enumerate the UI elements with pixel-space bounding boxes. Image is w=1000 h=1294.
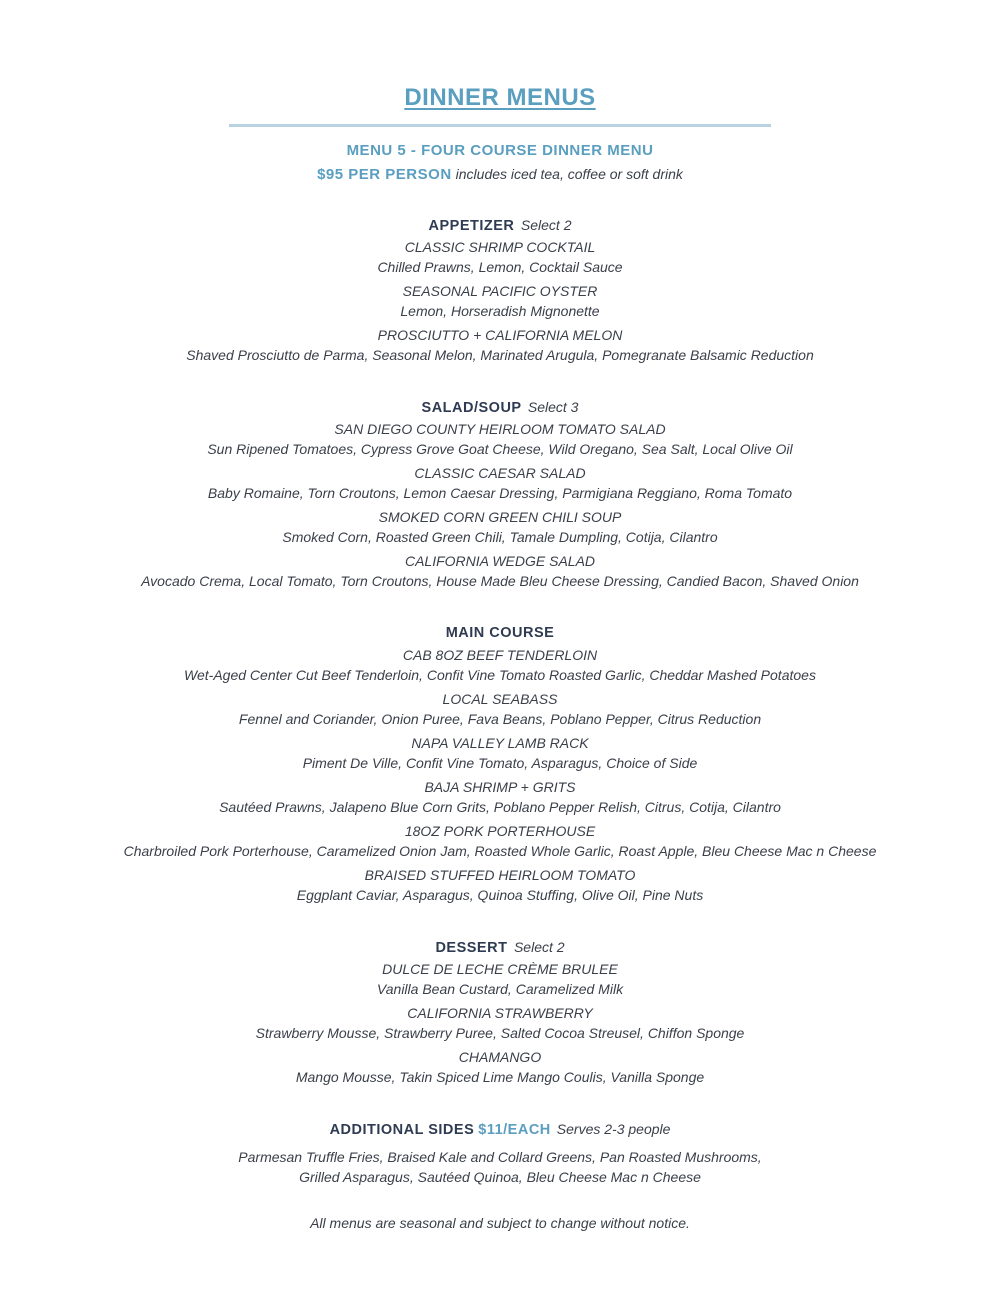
menu-item	[0, 1047, 1000, 1087]
sides-note: Serves 2-3 people	[556, 1121, 671, 1137]
menu-item-description: Charbroiled Pork Porterhouse, Caramelized Onion Jam, Roasted Whole Garlic, Roast Apple, Bleu Cheese Mac n Cheese	[123, 843, 877, 859]
menu-item-name: BRAISED STUFFED HEIRLOOM TOMATO	[364, 867, 636, 883]
menu-item-name: CLASSIC SHRIMP COCKTAIL	[404, 239, 596, 255]
menu-item	[0, 325, 1000, 365]
sides-list-line: Parmesan Truffle Fries, Braised Kale and Collard Greens, Pan Roasted Mushrooms,	[238, 1149, 762, 1165]
menu-item-description: Eggplant Caviar, Asparagus, Quinoa Stuffing, Olive Oil, Pine Nuts	[296, 887, 704, 903]
section-salad-soup	[0, 395, 1000, 591]
menu-item-name: LOCAL SEABASS	[442, 691, 558, 707]
section-heading	[0, 213, 1000, 237]
menu-item-description: Smoked Corn, Roasted Green Chili, Tamale Dumpling, Cotija, Cilantro	[282, 529, 718, 545]
section-heading	[0, 395, 1000, 419]
section-select-note: Select 2	[513, 939, 565, 955]
sides-heading-label: ADDITIONAL SIDES	[329, 1122, 475, 1138]
menu-item	[0, 1003, 1000, 1043]
menu-item-description: Mango Mousse, Takin Spiced Lime Mango Coulis, Vanilla Sponge	[295, 1069, 705, 1085]
menu-item-description: Piment De Ville, Confit Vine Tomato, Asparagus, Choice of Side	[302, 755, 698, 771]
section-heading-label: DESSERT	[435, 940, 508, 956]
menu-item-name: 18OZ PORK PORTERHOUSE	[404, 823, 596, 839]
menu-item	[0, 865, 1000, 905]
menu-item-name: NAPA VALLEY LAMB RACK	[411, 735, 589, 751]
menu-item-name: SMOKED CORN GREEN CHILI SOUP	[378, 509, 622, 525]
menu-item-name: CAB 8OZ BEEF TENDERLOIN	[402, 647, 598, 663]
section-select-note: Select 2	[520, 217, 572, 233]
menu-item-description: Sun Ripened Tomatoes, Cypress Grove Goat Cheese, Wild Oregano, Sea Salt, Local Olive Oil	[207, 441, 793, 457]
menu-item	[0, 237, 1000, 277]
section-select-note: Select 3	[527, 399, 579, 415]
menu-item-description: Vanilla Bean Custard, Caramelized Milk	[376, 981, 624, 997]
menu-item-description: Wet-Aged Center Cut Beef Tenderloin, Confit Vine Tomato Roasted Garlic, Cheddar Mashed Potatoes	[184, 667, 816, 683]
menu-price: $95 PER PERSON	[317, 166, 452, 183]
menu-item-name: CALIFORNIA STRAWBERRY	[407, 1005, 593, 1021]
menu-item-description: Fennel and Coriander, Onion Puree, Fava Beans, Poblano Pepper, Citrus Reduction	[238, 711, 762, 727]
menu-item	[0, 821, 1000, 861]
menu-item-description: Sautéed Prawns, Jalapeno Blue Corn Grits, Poblano Pepper Relish, Citrus, Cotija, Cilantro	[219, 799, 781, 815]
menu-item-description: Shaved Prosciutto de Parma, Seasonal Melon, Marinated Arugula, Pomegranate Balsamic Reduction	[186, 347, 814, 363]
menu-item-name: SEASONAL PACIFIC OYSTER	[402, 283, 598, 299]
menu-item	[0, 463, 1000, 503]
section-appetizer	[0, 213, 1000, 365]
menu-item-name: BAJA SHRIMP + GRITS	[424, 779, 576, 795]
footer-disclaimer: All menus are seasonal and subject to change without notice.	[310, 1215, 690, 1231]
menu-item	[0, 645, 1000, 685]
menu-item	[0, 507, 1000, 547]
menu-item-name: CALIFORNIA WEDGE SALAD	[404, 553, 596, 569]
price-note: includes iced tea, coffee or soft drink	[455, 166, 683, 182]
sides-list-line: Grilled Asparagus, Sautéed Quinoa, Bleu Cheese Mac n Cheese	[299, 1169, 701, 1185]
section-heading	[0, 935, 1000, 959]
menu-item-name: CLASSIC CAESAR SALAD	[414, 465, 586, 481]
section-main-course	[0, 621, 1000, 905]
menu-item-description: Avocado Crema, Local Tomato, Torn Croutons, House Made Bleu Cheese Dressing, Candied Bacon, Shaved Onion	[141, 573, 859, 589]
price-line	[0, 166, 1000, 183]
sides-heading	[0, 1117, 1000, 1141]
sides-price: $11/EACH	[478, 1122, 551, 1138]
menu-subtitle: MENU 5 - FOUR COURSE DINNER MENU	[346, 142, 654, 159]
menu-item-name: CHAMANGO	[458, 1049, 542, 1065]
menu-item	[0, 281, 1000, 321]
section-heading-label: SALAD/SOUP	[421, 400, 522, 416]
section-heading	[0, 621, 1000, 645]
menu-item	[0, 551, 1000, 591]
section-additional-sides	[0, 1117, 1000, 1187]
menu-item-description: Baby Romaine, Torn Croutons, Lemon Caesar Dressing, Parmigiana Reggiano, Roma Tomato	[207, 485, 793, 501]
menu-item	[0, 689, 1000, 729]
menu-item-name: SAN DIEGO COUNTY HEIRLOOM TOMATO SALAD	[334, 421, 666, 437]
menu-item	[0, 959, 1000, 999]
section-heading-label: APPETIZER	[428, 218, 515, 234]
menu-item	[0, 777, 1000, 817]
section-heading-label: MAIN COURSE	[445, 625, 555, 641]
menu-item-description: Strawberry Mousse, Strawberry Puree, Salted Cocoa Streusel, Chiffon Sponge	[255, 1025, 745, 1041]
menu-item-name: DULCE DE LECHE CRÈME BRULEE	[382, 961, 618, 977]
menu-item-description: Lemon, Horseradish Mignonette	[400, 303, 600, 319]
menu-item	[0, 733, 1000, 773]
section-dessert	[0, 935, 1000, 1087]
title-divider	[229, 124, 771, 127]
menu-item-description: Chilled Prawns, Lemon, Cocktail Sauce	[377, 259, 623, 275]
menu-item	[0, 419, 1000, 459]
page-title: DINNER MENUS	[404, 84, 596, 111]
menu-item-name: PROSCIUTTO + CALIFORNIA MELON	[377, 327, 623, 343]
